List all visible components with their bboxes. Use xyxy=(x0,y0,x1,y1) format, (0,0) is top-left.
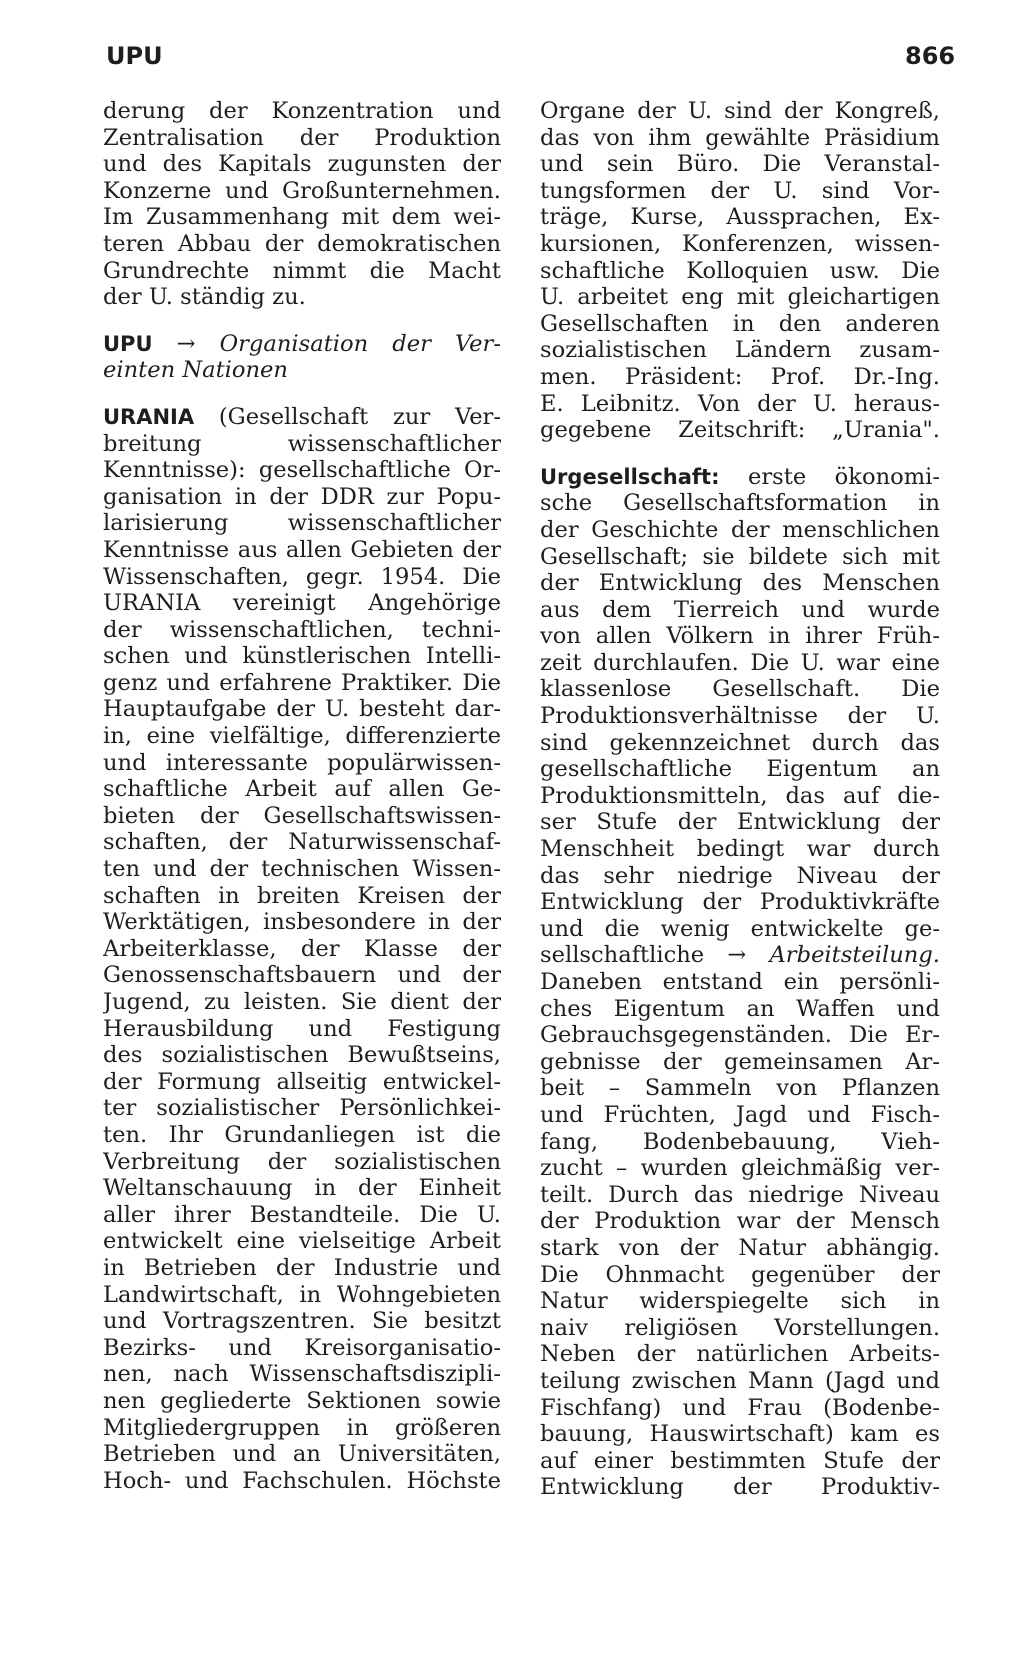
line-text: E. Leibnitz. Von der U. heraus- xyxy=(540,390,940,417)
text-line xyxy=(103,564,501,591)
line-text: Die Ohnmacht gegenüber der xyxy=(540,1261,940,1288)
line-text: Kenntnisse aus allen Gebieten der xyxy=(103,536,501,563)
line-text: der Formung allseitig entwickel- xyxy=(103,1068,501,1095)
line-text: in, eine vielfältige, differenzierte xyxy=(103,723,501,750)
text-line xyxy=(103,803,501,830)
text-line xyxy=(103,829,501,856)
line-text: larisierung wissenschaftlicher xyxy=(103,510,501,537)
text-line xyxy=(540,258,940,285)
page-number: 866 xyxy=(905,42,956,70)
line-text: teilung zwischen Mann (Jagd und xyxy=(540,1367,940,1394)
line-text: Entwicklung der Produktivkräfte xyxy=(540,889,940,916)
line-text: schaften in breiten Kreisen der xyxy=(103,882,501,909)
text-line xyxy=(103,883,501,910)
text-line xyxy=(103,1415,501,1442)
text-line xyxy=(103,856,501,883)
line-text: men. Präsident: Prof. Dr.-Ing. xyxy=(540,363,940,390)
text-line xyxy=(103,590,501,617)
line-text: Werktätigen, insbesondere in der xyxy=(103,909,501,936)
line-text: und sein Büro. Die Veranstal- xyxy=(540,151,940,178)
text-line xyxy=(540,125,940,152)
text-line xyxy=(103,617,501,644)
line-text: Arbeiterklasse, der Klasse der xyxy=(103,935,501,962)
text-line xyxy=(103,1228,501,1255)
text-line xyxy=(103,1388,501,1415)
text-line xyxy=(103,1016,501,1043)
text-line xyxy=(103,258,501,285)
line-text: erste ökonomi- xyxy=(747,463,940,490)
line-text: derung der Konzentration und xyxy=(103,98,501,124)
text-line xyxy=(540,1262,940,1289)
line-text: zucht – wurden gleichmäßig ver- xyxy=(540,1155,940,1182)
line-text: ten und der technischen Wissen- xyxy=(103,856,501,883)
line-text: tungsformen der U. sind Vor- xyxy=(540,177,940,204)
text-line xyxy=(540,889,940,916)
line-text: träge, Kurse, Aussprachen, Ex- xyxy=(540,204,940,231)
text-line xyxy=(103,125,501,152)
line-text: gegebene Zeitschrift: „Urania". xyxy=(540,417,940,444)
text-line xyxy=(540,916,940,943)
text-line xyxy=(540,151,940,178)
text-line xyxy=(540,417,940,444)
right-column xyxy=(540,98,940,1501)
line-text: schaftliche Kolloquien usw. Die xyxy=(540,257,940,284)
line-text: auf einer bestimmten Stufe der xyxy=(540,1447,940,1474)
text-line xyxy=(540,1421,940,1448)
line-text: Herausbildung und Festigung xyxy=(103,1015,501,1042)
text-line xyxy=(103,178,501,205)
line-text: Grundrechte nimmt die Macht xyxy=(103,257,501,284)
line-text: gebnisse der gemeinsamen Ar- xyxy=(540,1048,940,1075)
text-line xyxy=(540,337,940,364)
line-text: Landwirtschaft, in Wohngebieten xyxy=(103,1281,501,1308)
text-line xyxy=(103,1308,501,1335)
line-text: Gesellschaft; sie bildete sich mit xyxy=(540,543,940,570)
text-line xyxy=(103,643,501,670)
line-text: ganisation in der DDR zur Popu- xyxy=(103,483,501,510)
line-text: klassenlose Gesellschaft. Die xyxy=(540,676,940,703)
text-line xyxy=(103,723,501,750)
line-text: der Entwicklung des Menschen xyxy=(540,570,940,597)
text-line xyxy=(540,1155,940,1182)
line-text: von allen Völkern in ihrer Früh- xyxy=(540,623,940,650)
line-text: sche Gesellschaftsformation in xyxy=(540,490,940,517)
line-text: der wissenschaftlichen, techni- xyxy=(103,616,501,643)
text-line xyxy=(103,1202,501,1229)
line-text: Kenntnisse): gesellschaftliche Or- xyxy=(103,457,501,484)
line-text: Neben der natürlichen Arbeits- xyxy=(540,1341,940,1368)
cross-reference-text: einten Nationen xyxy=(103,357,288,384)
text-line xyxy=(103,484,501,511)
text-line xyxy=(103,776,501,803)
text-line xyxy=(540,391,940,418)
line-text: und Vortragszentren. Sie besitzt xyxy=(103,1308,501,1335)
line-text: Produktionsverhältnisse der U. xyxy=(540,703,940,730)
text-line xyxy=(103,1441,501,1468)
line-text: entwickelt eine vielseitige Arbeit xyxy=(103,1228,501,1255)
line-text: Entwicklung der Produktiv- xyxy=(540,1474,940,1501)
line-text: Im Zusammenhang mit dem wei- xyxy=(103,204,501,231)
line-text: Wissenschaften, gegr. 1954. Die xyxy=(103,563,501,590)
text-line xyxy=(103,1122,501,1149)
cross-reference-text: Organisation der Ver- xyxy=(219,330,501,357)
line-text: Betrieben und an Universitäten, xyxy=(103,1441,501,1468)
text-line xyxy=(540,1049,940,1076)
text-line xyxy=(540,1368,940,1395)
text-line xyxy=(540,942,940,969)
text-line xyxy=(540,1288,940,1315)
text-line xyxy=(103,404,501,431)
text-line xyxy=(103,1042,501,1069)
line-text: ter sozialistischer Persönlichkei- xyxy=(103,1095,501,1122)
line-text: Zentralisation der Produktion xyxy=(103,124,501,151)
line-text: der Produktion war der Mensch xyxy=(540,1208,940,1235)
text-line xyxy=(103,696,501,723)
line-text: Organe der U. sind der Kongreß, xyxy=(540,98,940,124)
line-text: zeit durchlaufen. Die U. war eine xyxy=(540,649,940,676)
text-line xyxy=(103,1335,501,1362)
text-line xyxy=(540,730,940,757)
text-line xyxy=(540,204,940,231)
text-line xyxy=(540,464,940,491)
line-text: stark von der Natur abhängig. xyxy=(540,1234,940,1261)
text-line xyxy=(103,510,501,537)
text-line xyxy=(103,357,501,384)
line-text: Genossenschaftsbauern und der xyxy=(103,962,501,989)
line-text: fang, Bodenbebauung, Vieh- xyxy=(540,1128,940,1155)
text-line xyxy=(540,1315,940,1342)
text-line xyxy=(103,204,501,231)
line-text: URANIA vereinigt Angehörige xyxy=(103,590,501,617)
text-line xyxy=(103,1149,501,1176)
text-line xyxy=(540,364,940,391)
text-line xyxy=(540,996,940,1023)
text-line xyxy=(540,623,940,650)
text-line xyxy=(540,1448,940,1475)
line-text: Weltanschauung in der Einheit xyxy=(103,1175,501,1202)
text-line xyxy=(540,1075,940,1102)
line-text: das sehr niedrige Niveau der xyxy=(540,862,940,889)
text-line xyxy=(540,597,940,624)
text-line xyxy=(103,331,501,358)
line-text: das von ihm gewählte Präsidium xyxy=(540,124,940,151)
line-text: Verbreitung der sozialistischen xyxy=(103,1148,501,1175)
line-text: gesellschaftliche Eigentum an xyxy=(540,756,940,783)
text-line xyxy=(103,1468,501,1495)
text-line xyxy=(540,650,940,677)
line-text: Daneben entstand ein persönli- xyxy=(540,969,940,995)
paragraph-gap xyxy=(103,384,501,404)
running-header-keyword: UPU xyxy=(106,42,163,70)
line-text: des sozialistischen Bewußtseins, xyxy=(103,1042,501,1069)
line-text: naiv religiösen Vorstellungen. xyxy=(540,1314,940,1341)
line-text: der Geschichte der menschlichen xyxy=(540,516,940,543)
cross-reference-text: Arbeitsteilung. xyxy=(769,942,940,969)
line-text: breitung wissenschaftlicher xyxy=(103,430,501,457)
line-text: Mitgliedergruppen in größeren xyxy=(103,1414,501,1441)
text-line xyxy=(103,151,501,178)
line-text: und des Kapitals zugunsten der xyxy=(103,151,501,178)
text-line xyxy=(540,1395,940,1422)
text-line xyxy=(103,537,501,564)
text-line xyxy=(103,1255,501,1282)
line-text: (Gesellschaft zur Ver- xyxy=(218,403,501,430)
text-line xyxy=(540,1208,940,1235)
text-line xyxy=(540,1022,940,1049)
text-line xyxy=(103,962,501,989)
line-text: schaftliche Arbeit auf allen Ge- xyxy=(103,776,501,803)
text-line xyxy=(103,670,501,697)
text-line xyxy=(540,1182,940,1209)
line-text: Gebrauchsgegenständen. Die Er- xyxy=(540,1022,940,1049)
line-text: teilt. Durch das niedrige Niveau xyxy=(540,1181,940,1208)
cross-reference-arrow: → xyxy=(176,330,196,357)
entry-keyword: Urgesellschaft: xyxy=(540,464,720,489)
line-text: nen, nach Wissenschaftsdiszipli- xyxy=(103,1361,501,1388)
line-text: in Betrieben der Industrie und xyxy=(103,1254,501,1281)
text-line xyxy=(540,1102,940,1129)
line-text: sellschaftliche xyxy=(540,942,705,969)
line-text: der U. ständig zu. xyxy=(103,284,306,311)
text-line xyxy=(540,783,940,810)
paragraph-gap xyxy=(103,311,501,331)
text-line xyxy=(103,1175,501,1202)
text-line xyxy=(103,909,501,936)
line-text: Fischfang) und Frau (Bodenbe- xyxy=(540,1394,940,1421)
line-text: ches Eigentum an Waffen und xyxy=(540,995,940,1022)
line-text: ser Stufe der Entwicklung der xyxy=(540,809,940,836)
text-line xyxy=(103,457,501,484)
line-text: bieten der Gesellschaftswissen- xyxy=(103,802,501,829)
text-line xyxy=(540,863,940,890)
text-line xyxy=(540,703,940,730)
text-line xyxy=(540,1235,940,1262)
line-text: Bezirks- und Kreisorganisatio- xyxy=(103,1334,501,1361)
text-line xyxy=(540,1341,940,1368)
text-line xyxy=(540,1129,940,1156)
entry-keyword: URANIA xyxy=(103,404,195,429)
line-text: Produktionsmitteln, das auf die- xyxy=(540,782,940,809)
text-line xyxy=(103,936,501,963)
text-line xyxy=(540,517,940,544)
line-text: beit – Sammeln von Pflanzen xyxy=(540,1075,940,1102)
text-line xyxy=(103,231,501,258)
line-text: Menschheit bedingt war durch xyxy=(540,836,940,863)
line-text: Hoch- und Fachschulen. Höchste xyxy=(103,1467,501,1494)
text-line xyxy=(540,490,940,517)
text-line xyxy=(540,284,940,311)
line-text: genz und erfahrene Praktiker. Die xyxy=(103,669,501,696)
line-text: Jugend, zu leisten. Sie dient der xyxy=(103,989,501,1015)
text-line xyxy=(540,544,940,571)
line-text: bauung, Hauswirtschaft) kam es xyxy=(540,1421,940,1448)
line-text: und die wenig entwickelte ge- xyxy=(540,915,940,942)
text-line xyxy=(103,431,501,458)
text-line xyxy=(540,836,940,863)
entry-keyword: UPU xyxy=(103,331,153,356)
line-text: Konzerne und Großunternehmen. xyxy=(103,177,501,204)
line-text: Gesellschaften in den anderen xyxy=(540,310,940,337)
text-line xyxy=(103,1282,501,1309)
line-text: teren Abbau der demokratischen xyxy=(103,230,501,257)
text-line xyxy=(540,231,940,258)
text-line xyxy=(103,1095,501,1122)
line-text: Hauptaufgabe der U. besteht dar- xyxy=(103,696,501,723)
line-text: aus dem Tierreich und wurde xyxy=(540,596,940,623)
text-line xyxy=(540,756,940,783)
text-line xyxy=(103,989,501,1016)
text-line xyxy=(103,98,501,125)
text-line xyxy=(103,750,501,777)
line-text: und Früchten, Jagd und Fisch- xyxy=(540,1101,940,1128)
paragraph-gap xyxy=(540,444,940,464)
text-line xyxy=(540,98,940,125)
text-line xyxy=(103,1361,501,1388)
text-line xyxy=(103,1069,501,1096)
text-line xyxy=(103,284,501,311)
line-text: schaften, der Naturwissenschaf- xyxy=(103,829,501,856)
text-line xyxy=(540,1474,940,1501)
text-line xyxy=(540,676,940,703)
text-line xyxy=(540,178,940,205)
left-column xyxy=(103,98,501,1494)
line-text: sozialistischen Ländern zusam- xyxy=(540,337,940,364)
line-text: nen gegliederte Sektionen sowie xyxy=(103,1387,501,1414)
text-line xyxy=(540,311,940,338)
line-text: kursionen, Konferenzen, wissen- xyxy=(540,230,940,257)
line-text: U. arbeitet eng mit gleichartigen xyxy=(540,284,940,311)
line-text: ten. Ihr Grundanliegen ist die xyxy=(103,1121,501,1148)
line-text: Natur widerspiegelte sich in xyxy=(540,1288,940,1315)
cross-reference-arrow: → xyxy=(727,942,747,969)
text-line xyxy=(540,969,940,996)
text-line xyxy=(540,570,940,597)
line-text: sind gekennzeichnet durch das xyxy=(540,729,940,756)
line-text: schen und künstlerischen Intelli- xyxy=(103,643,501,670)
line-text: aller ihrer Bestandteile. Die U. xyxy=(103,1201,501,1228)
line-text: und interessante populärwissen- xyxy=(103,749,501,776)
text-line xyxy=(540,809,940,836)
